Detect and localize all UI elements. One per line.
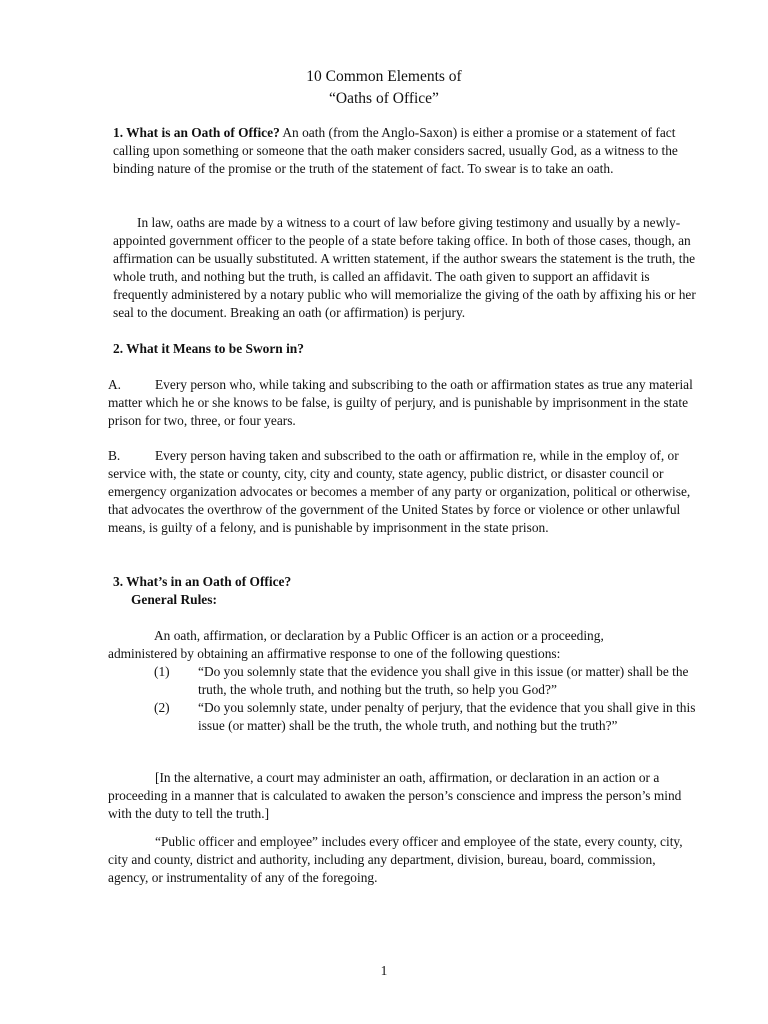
item-a-label: A. [108,377,122,392]
definition-paragraph: “Public officer and employee” includes every officer and employee of the state, every county, city, city and county, district and authority, including any department, division, bureau, board, commission, agency, or instrumentality of any of the foregoing. [108,834,683,885]
section1-paragraph2: In law, oaths are made by a witness to a court of law before giving testimony and usually by a newly-appointed government officer to the people of a state before taking office. In both of those cases, though, an affirmation can be usually substituted. A written statement, if the author swears the statement is the truth, the whole truth, and nothing but the truth, is called an affidavit. The oath given to support an affidavit is frequently administered by a notary public who will memorialize the giving of the oath by affixing his or her seal to the document. Breaking an oath (or affirmation) is perjury. [113,215,696,320]
section3-subheading: General Rules: [131,592,217,607]
section3-intro-line1: An oath, affirmation, or declaration by a Public Officer is an action or a proceeding, [154,628,604,643]
item-a-text: Every person who, while taking and subscribing to the oath or affirmation states as true any material matter which he or she knows to be false, is guilty of perjury, and is punishable by imprisonment in the state prison for two, three, or four years. [108,377,693,428]
question1-number: (1) [154,664,170,679]
section1-paragraph1 [113,124,698,178]
item-b-label: B. [108,448,121,463]
question2-number: (2) [154,700,170,715]
section3-heading: 3. What’s in an Oath of Office? [113,574,292,589]
alternative-paragraph: [In the alternative, a court may administer an oath, affirmation, or declaration in an action or a proceeding in a manner that is calculated to awaken the person’s conscience and impress the person’s mind with the duty to tell the truth.] [108,770,682,821]
document-title-line2: “Oaths of Office” [329,90,439,107]
question2-text: “Do you solemnly state, under penalty of perjury, that the evidence that you shall give in this issue (or matter) shall be the truth, the whole truth, and nothing but the truth?” [198,700,696,733]
question1-text: “Do you solemnly state that the evidence you shall give in this issue (or matter) shall be the truth, the whole truth, and nothing but the truth, so help you God?” [198,664,689,697]
section2-heading: 2. What it Means to be Sworn in? [113,341,304,356]
document-title-line1: 10 Common Elements of [306,68,462,85]
item-b-text: Every person having taken and subscribed to the oath or affirmation re, while in the employ of, or service with, the state or county, city, city and county, state agency, public district, or disaster council or emergency organization advocates or becomes a member of any party or organization, political or otherwise, that advocates the overthrow of the government of the United States by force or violence or other unlawful means, is guilty of a felony, and is punishable by imprisonment in the state prison. [108,448,691,535]
section1-heading: 1. What is an Oath of Office? [113,125,280,140]
page-number: 1 [380,963,388,978]
section3-intro-line2: administered by obtaining an affirmative response to one of the following questions: [108,646,561,661]
section1-para1-text: An oath (from the Anglo-Saxon) is either a promise or a statement of fact calling upon something or someone that the oath maker considers sacred, usually God, as a witness to the binding nature of the promise or the truth of the statement of fact. To swear is to take an oath. [113,125,678,176]
